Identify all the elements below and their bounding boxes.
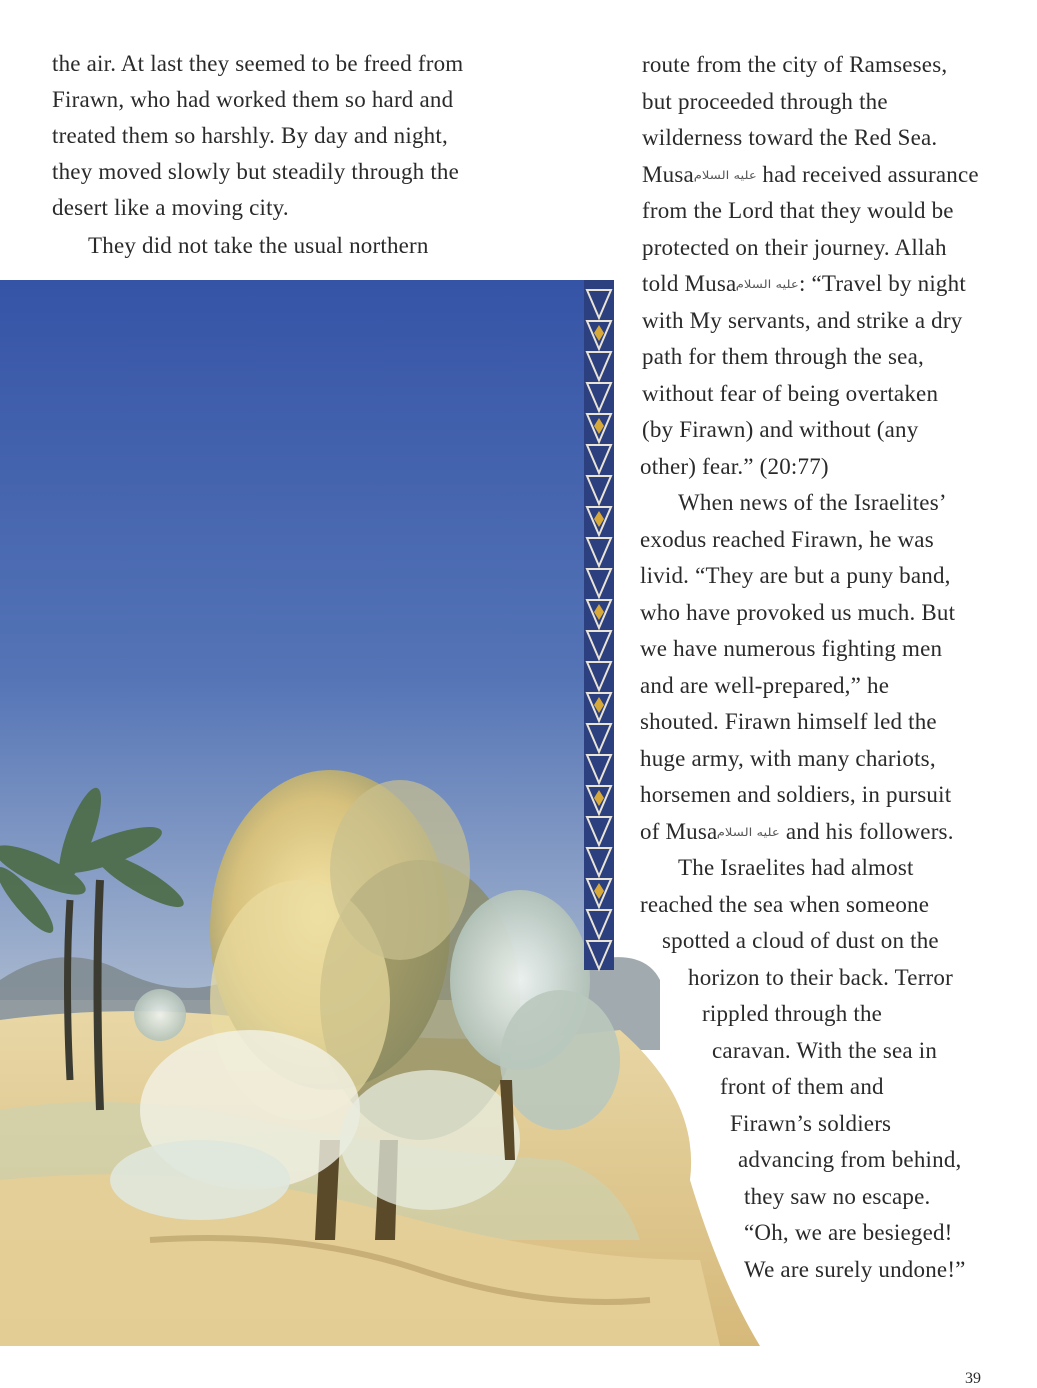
right-text-line: protected on their journey. Allah [642,235,947,260]
right-text-line: caravan. With the sea in [712,1038,938,1063]
right-text-line: other) fear.” (20:77) [640,454,829,479]
right-text-line: rippled through the [702,1001,883,1026]
right-text-line: with My servants, and strike a dry [642,308,963,333]
right-text-line: (by Firawn) and without (any [642,417,919,442]
right-text-line: route from the city of Ramseses, [642,52,948,77]
left-text-line: treated them so harshly. By day and night, [52,123,448,148]
right-text-line: who have provoked us much. But [640,600,956,625]
right-text-line: Firawn’s soldiers [730,1111,892,1136]
right-text-line: path for them through the sea, [642,344,924,369]
right-text-line: horizon to their back. Terror [688,965,953,990]
right-text-line: spotted a cloud of dust on the [662,928,939,953]
right-text-line: Musaعليه السلام had received assurance [642,162,979,187]
right-text-line: The Israelites had almost [678,855,914,880]
right-text-line: front of them and [720,1074,884,1099]
page-number: 39 [965,1370,981,1387]
right-text-line: told Musaعليه السلام: “Travel by night [642,271,966,296]
right-text-line: reached the sea when someone [640,892,930,917]
right-text-line: We are surely undone!” [744,1257,966,1282]
right-text-line: but proceeded through the [642,89,888,114]
honorific-glyph: عليه السلام [693,169,757,182]
left-text-line: desert like a moving city. [52,195,289,220]
honorific-glyph: عليه السلام [736,278,800,291]
right-text-line: When news of the Israelites’ [678,490,947,515]
right-text-line: wilderness toward the Red Sea. [642,125,938,150]
decorative-border [584,280,614,970]
right-text-line: and are well-prepared,” he [640,673,890,698]
right-text-line: livid. “They are but a puny band, [640,563,951,588]
right-text-line: “Oh, we are besieged! [744,1220,953,1245]
right-text-line: horsemen and soldiers, in pursuit [640,782,952,807]
right-text-line: from the Lord that they would be [642,198,954,223]
right-text-line: they saw no escape. [744,1184,931,1209]
right-text-line: advancing from behind, [738,1147,962,1172]
honorific-glyph: عليه السلام [717,826,781,839]
right-text-line: without fear of being overtaken [642,381,939,406]
left-text-line: Firawn, who had worked them so hard and [52,87,454,112]
right-text-line: huge army, with many chariots, [640,746,936,771]
right-text-line: we have numerous fighting men [640,636,943,661]
left-text-line: the air. At last they seemed to be freed from [52,51,464,76]
right-text-line: exodus reached Firawn, he was [640,527,934,552]
left-text-line: they moved slowly but steadily through the [52,159,460,184]
right-text-line: of Musaعليه السلام and his followers. [640,819,954,844]
right-text-line: shouted. Firawn himself led the [640,709,937,734]
left-text-line: They did not take the usual northern [88,233,429,258]
